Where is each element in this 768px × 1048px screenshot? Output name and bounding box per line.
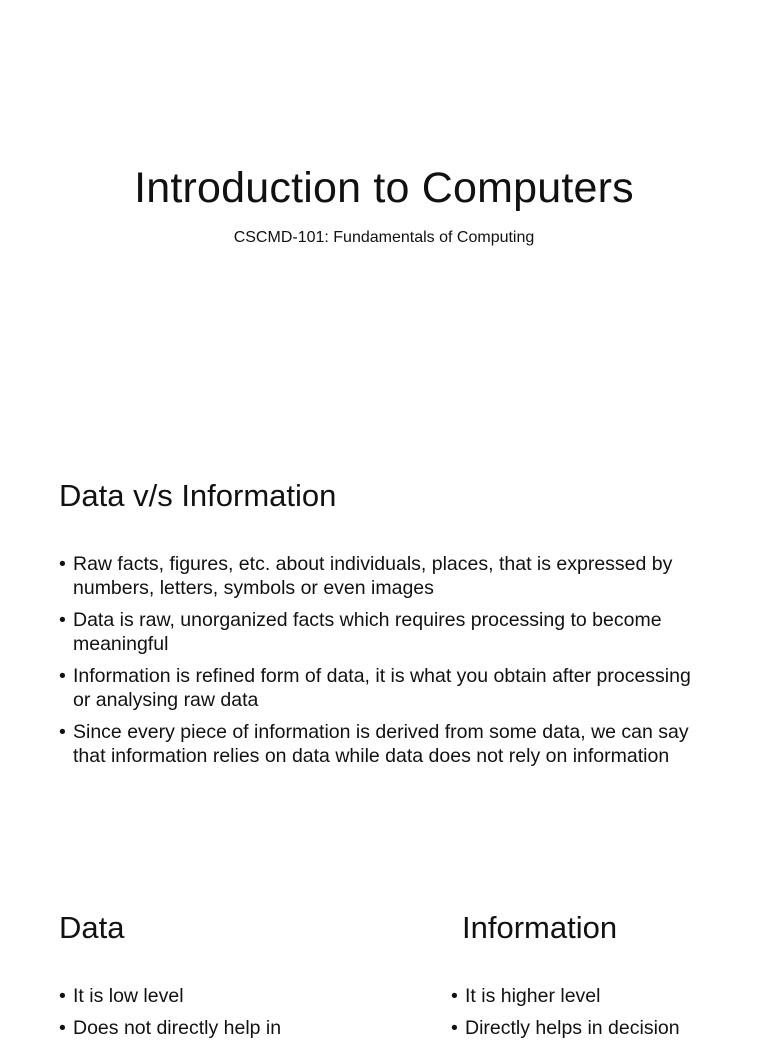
information-column-heading: Information: [462, 910, 618, 945]
bullet-item: • Raw facts, figures, etc. about individuals, places, that is expressed by numbers, letters, symbols or even images: [59, 552, 709, 600]
title-slide: [0, 0, 768, 432]
presentation-subtitle: CSCMD-101: Fundamentals of Computing: [233, 229, 535, 246]
list-item: • Does not directly help in: [59, 1016, 359, 1040]
list-item: • Directly helps in decision: [451, 1016, 751, 1040]
list-item: • It is low level: [59, 984, 359, 1008]
bullet-item: • Since every piece of information is derived from some data, we can say that information relies on data while data does not rely on information: [59, 720, 709, 768]
information-column-list: [451, 984, 751, 1048]
presentation-title: Introduction to Computers: [134, 164, 634, 212]
bullet-item: • Data is raw, unorganized facts which requires processing to become meaningful: [59, 608, 709, 656]
data-column-heading: Data: [59, 910, 125, 945]
slide-heading: Data v/s Information: [59, 478, 337, 513]
bullet-list: [59, 552, 709, 776]
list-item: • It is higher level: [451, 984, 751, 1008]
bullet-item: • Information is refined form of data, it is what you obtain after processing or analysing raw data: [59, 664, 709, 712]
data-column-list: [59, 984, 359, 1048]
